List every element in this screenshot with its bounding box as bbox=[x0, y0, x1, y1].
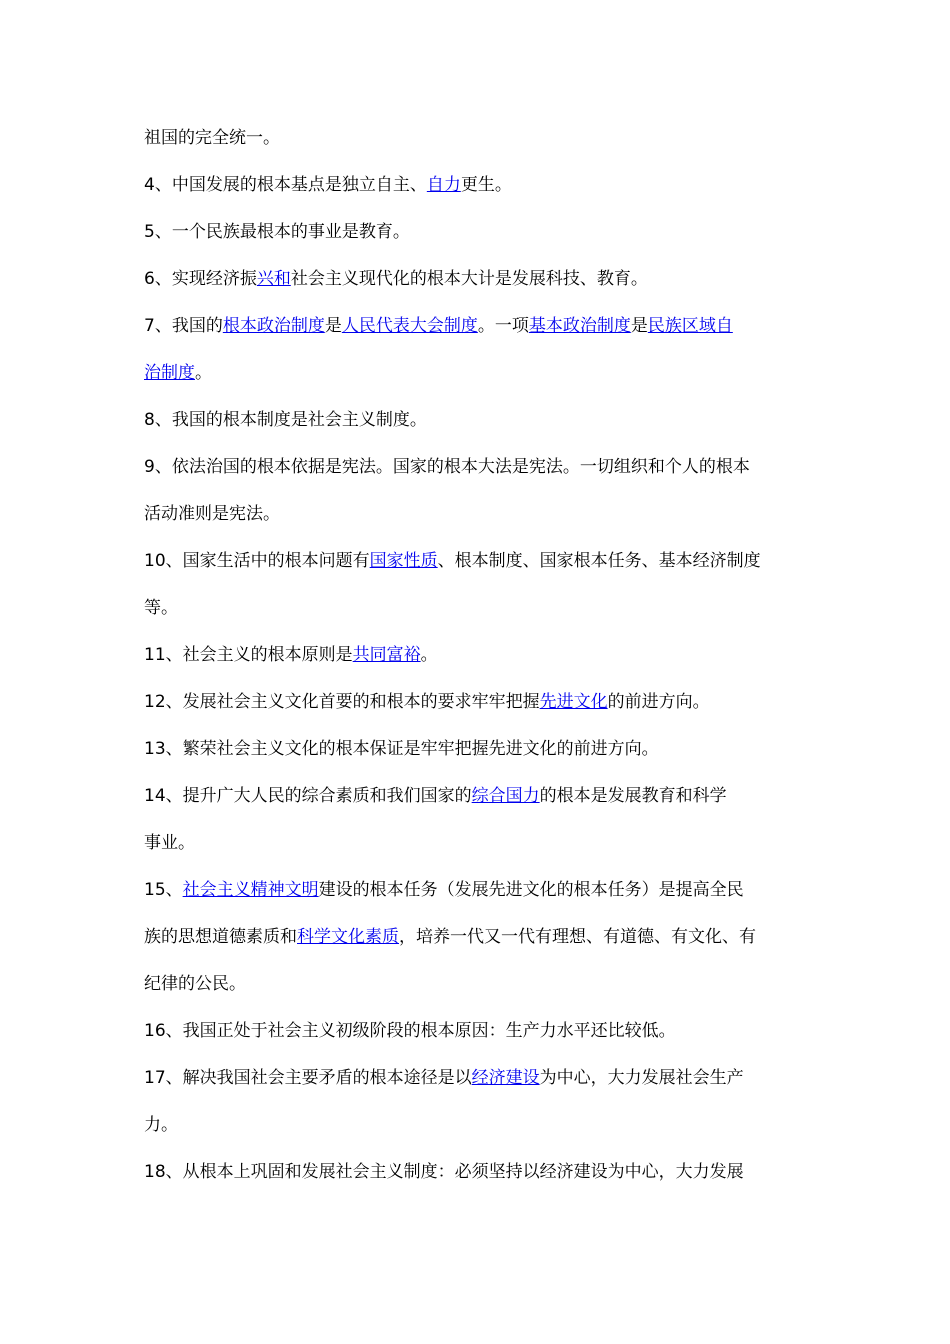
text-line bbox=[144, 444, 814, 491]
hyperlink[interactable]: 科学文化素质 bbox=[297, 927, 399, 947]
text-span: 是 bbox=[324, 316, 342, 336]
text-line bbox=[144, 538, 814, 585]
hyperlink[interactable]: 兴和 bbox=[256, 269, 291, 289]
text-line bbox=[144, 491, 814, 538]
text-span: 13、繁荣社会主义文化的根本保证是牢牢把握先进文化的前进方向。 bbox=[144, 739, 659, 759]
text-span: 祖国的完全统一。 bbox=[144, 128, 280, 148]
text-span: 建设的根本任务（发展先进文化的根本任务）是提高全民 bbox=[318, 880, 744, 900]
text-line bbox=[144, 961, 814, 1008]
hyperlink[interactable]: 民族区域自 bbox=[647, 316, 733, 336]
hyperlink[interactable]: 基本政治制度 bbox=[528, 316, 631, 336]
text-span: 纪律的公民。 bbox=[144, 974, 246, 994]
text-span: 。 bbox=[420, 645, 438, 665]
text-span: 11、社会主义的根本原则是 bbox=[144, 645, 353, 665]
text-line bbox=[144, 632, 814, 679]
text-line bbox=[144, 256, 814, 303]
text-span: 是 bbox=[630, 316, 648, 336]
text-span: 更生。 bbox=[460, 175, 512, 195]
hyperlink[interactable]: 自力 bbox=[426, 175, 461, 195]
text-span: 族的思想道德素质和 bbox=[144, 927, 297, 947]
text-span: 14、提升广大人民的综合素质和我们国家的 bbox=[144, 786, 472, 806]
hyperlink[interactable]: 人民代表大会制度 bbox=[341, 316, 478, 336]
text-span: 9、依法治国的根本依据是宪法。国家的根本大法是宪法。一切组织和个人的根本 bbox=[144, 457, 750, 477]
text-span: 12、发展社会主义文化首要的和根本的要求牢牢把握 bbox=[144, 692, 540, 712]
text-line bbox=[144, 1102, 814, 1149]
text-line bbox=[144, 820, 814, 867]
text-line bbox=[144, 162, 814, 209]
text-line bbox=[144, 397, 814, 444]
text-line bbox=[144, 914, 814, 961]
text-span: 。一项 bbox=[477, 316, 529, 336]
text-span: 18、从根本上巩固和发展社会主义制度：必须坚持以经济建设为中心，大力发展 bbox=[144, 1162, 744, 1182]
text-line bbox=[144, 726, 814, 773]
hyperlink[interactable]: 国家性质 bbox=[369, 551, 438, 571]
text-line bbox=[144, 1149, 814, 1196]
text-span: ，培养一代又一代有理想、有道德、有文化、有 bbox=[399, 927, 756, 947]
text-span: 为中心，大力发展社会生产 bbox=[539, 1068, 744, 1088]
text-span: 等。 bbox=[144, 598, 178, 618]
text-span: 的根本是发展教育和科学 bbox=[539, 786, 727, 806]
text-line bbox=[144, 303, 814, 350]
text-line bbox=[144, 773, 814, 820]
text-span: 、根本制度、国家根本任务、基本经济制度 bbox=[437, 551, 761, 571]
text-line bbox=[144, 1055, 814, 1102]
text-line bbox=[144, 867, 814, 914]
text-span: 7、我国的 bbox=[144, 316, 223, 336]
text-span: 活动准则是宪法。 bbox=[144, 504, 280, 524]
text-line bbox=[144, 585, 814, 632]
text-span: 。 bbox=[195, 363, 212, 383]
text-span: 事业。 bbox=[144, 833, 195, 853]
text-line bbox=[144, 1008, 814, 1055]
hyperlink[interactable]: 综合国力 bbox=[471, 786, 540, 806]
hyperlink[interactable]: 社会主义精神文明 bbox=[182, 880, 319, 900]
text-span: 15、 bbox=[144, 880, 183, 900]
text-span: 6、实现经济振 bbox=[144, 269, 257, 289]
text-span: 社会主义现代化的根本大计是发展科技、教育。 bbox=[290, 269, 648, 289]
text-span: 16、我国正处于社会主义初级阶段的根本原因：生产力水平还比较低。 bbox=[144, 1021, 676, 1041]
text-line bbox=[144, 350, 814, 397]
text-line bbox=[144, 209, 814, 256]
text-span: 力。 bbox=[144, 1115, 178, 1135]
hyperlink[interactable]: 治制度 bbox=[144, 363, 195, 383]
document-body bbox=[144, 115, 814, 1196]
text-line bbox=[144, 115, 814, 162]
text-span: 8、我国的根本制度是社会主义制度。 bbox=[144, 410, 427, 430]
text-span: 17、解决我国社会主要矛盾的根本途径是以 bbox=[144, 1068, 472, 1088]
text-span: 4、中国发展的根本基点是独立自主、 bbox=[144, 175, 427, 195]
hyperlink[interactable]: 共同富裕 bbox=[352, 645, 421, 665]
text-span: 10、国家生活中的根本问题有 bbox=[144, 551, 370, 571]
text-span: 5、一个民族最根本的事业是教育。 bbox=[144, 222, 410, 242]
hyperlink[interactable]: 先进文化 bbox=[539, 692, 608, 712]
text-span: 的前进方向。 bbox=[607, 692, 710, 712]
hyperlink[interactable]: 经济建设 bbox=[471, 1068, 540, 1088]
text-line bbox=[144, 679, 814, 726]
hyperlink[interactable]: 根本政治制度 bbox=[222, 316, 325, 336]
